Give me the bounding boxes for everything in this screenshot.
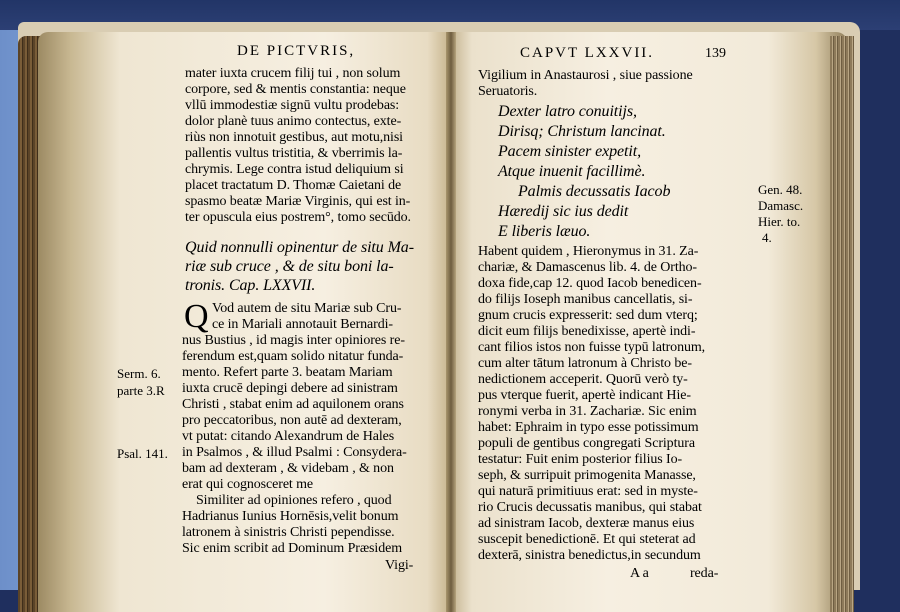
text-line: cant filios istos non fuisse typū latronum, <box>478 340 706 355</box>
book-edge-right <box>830 36 854 612</box>
verse-line: E liberis læuo. <box>498 223 591 240</box>
margin-note: Psal. 141. <box>117 446 168 461</box>
text-line: Sic enim scribit ad Dominum Præsidem <box>182 541 402 556</box>
right-running-head: CAPVT LXXVII. <box>520 45 655 61</box>
text-line: in Psalmos , & illud Psalmi : Consydera- <box>182 445 407 460</box>
text-line: iuxta crucē depingi debere ad sinistram <box>182 381 398 396</box>
text-line: nedictionem acceperit. Quorū verò ty- <box>478 372 688 387</box>
book-gutter <box>446 32 456 612</box>
open-book <box>18 22 860 590</box>
left-catchword: Vigi- <box>385 558 414 573</box>
text-line: vt putat: citando Alexandrum de Hales <box>182 429 395 444</box>
text-line: Vod autem de situ Mariæ sub Cru- <box>212 301 402 316</box>
drop-cap: Q <box>184 298 209 335</box>
text-line: populi de gentibus congregati Scriptura <box>478 436 695 451</box>
text-line: dexterā, sinistra benedictus,in secundum <box>478 548 701 563</box>
text-line: mater iuxta crucem filij tui , non solum <box>185 66 401 81</box>
text-line: rio Crucis decussatis manibus, qui stabat <box>478 500 702 515</box>
text-line: latronem à sinistris Christi pependisse. <box>182 525 395 540</box>
verse-line: Pacem sinister expetit, <box>498 143 641 160</box>
text-line: spasmo beatæ Mariæ Virginis, qui est in- <box>185 194 411 209</box>
margin-note: 4. <box>762 230 772 245</box>
text-line: suscepit benedictionē. Et qui steterat ad <box>478 532 696 547</box>
signature-mark: A a <box>630 566 649 581</box>
margin-note: Serm. 6. <box>117 366 161 381</box>
verse-line: Palmis decussatis Iacob <box>518 183 671 200</box>
text-line: nus Bustius , id magis inter opiniores re- <box>182 333 405 348</box>
text-line: chariæ, & Damascenus lib. 4. de Ortho- <box>478 260 697 275</box>
text-line: ronymi verba in 31. Zachariæ. Sic enim <box>478 404 697 419</box>
right-catchword: reda- <box>690 566 719 581</box>
margin-note: Damasc. <box>758 198 804 213</box>
page-number: 139 <box>705 46 726 61</box>
chapter-title-line: tronis. Cap. LXXVII. <box>185 277 316 294</box>
text-line: dolor planè tuus animo contectus, exte- <box>185 114 402 129</box>
verse-line: Atque inuenit facillimè. <box>498 163 646 180</box>
text-line: ferendum est,quam solido nitatur funda- <box>182 349 404 364</box>
text-line: gnum crucis expresserit: sed dum vterq; <box>478 308 698 323</box>
chapter-title-line: Quid nonnulli opinentur de situ Ma- <box>185 239 414 256</box>
text-line: habet: Ephraim in typo esse potissimum <box>478 420 699 435</box>
text-line: vllū immodestiæ signū vultu prodebas: <box>185 98 400 113</box>
text-line: doxa fide,cap 12. quod Iacob benedicen- <box>478 276 702 291</box>
text-line: do filijs Ioseph manibus cancellatis, si- <box>478 292 693 307</box>
text-line: ter opuscula eius postrem°, tomo secūdo. <box>185 210 411 225</box>
text-line: seph, & surripuit primogenita Manasse, <box>478 468 696 483</box>
verse-line: Dirisq; Christum lancinat. <box>498 123 666 140</box>
margin-note: Gen. 48. <box>758 182 803 197</box>
verse-line: Hæredij sic ius dedit <box>498 203 629 220</box>
chapter-title-line: riæ sub cruce , & de situ boni la- <box>185 258 394 275</box>
text-line: erat qui cognosceret me <box>182 477 314 492</box>
text-line: pus vterque fuerit, apertè indicant Hie- <box>478 388 691 403</box>
text-line: Hadrianus Iunius Hornēsis,velit bonum <box>182 509 399 524</box>
text-line: Vigilium in Anastaurosi , siue passione <box>478 68 693 83</box>
left-running-head: DE PICTVRIS, <box>237 43 356 59</box>
text-line: bam ad dexteram , & videbam , & non <box>182 461 394 476</box>
text-line: qui naturā primitiuus erat: sed in myste- <box>478 484 698 499</box>
text-line: placet tractatum D. Thomæ Caietani de <box>185 178 402 193</box>
text-line: testatur: Fuit enim posterior filius Io- <box>478 452 683 467</box>
text-line: chrymis. Lege contra istud deliquium si <box>185 162 404 177</box>
text-line: cum alter tātum latronum à Christo be- <box>478 356 692 371</box>
text-line: Seruatoris. <box>478 84 538 99</box>
text-line: Habent quidem , Hieronymus in 31. Za- <box>478 244 699 259</box>
margin-note: Hier. to. <box>758 214 801 229</box>
text-line: Christi , stabat enim ad aquilonem orans <box>182 397 404 412</box>
verse-line: Dexter latro conuitijs, <box>498 103 637 120</box>
margin-note: parte 3.R <box>117 383 165 398</box>
text-line: mento. Refert parte 3. beatam Mariam <box>182 365 393 380</box>
text-line: Similiter ad opiniones refero , quod <box>196 493 392 508</box>
text-line: ce in Mariali annotauit Bernardi- <box>212 317 393 332</box>
text-line: dicit eum filijs benedixisse, apertè indi- <box>478 324 696 339</box>
text-line: corpore, sed & mentis constantia: neque <box>185 82 406 97</box>
text-line: pro peccatoribus, non autē ad dexteram, <box>182 413 402 428</box>
text-line: pallentis vultus tristitia, & vberrimis la- <box>185 146 403 161</box>
text-line: riùs non innotuit gestibus, aut motu,nisi <box>185 130 403 145</box>
text-line: ad sinistram Iacob, dexteræ manus eius <box>478 516 695 531</box>
